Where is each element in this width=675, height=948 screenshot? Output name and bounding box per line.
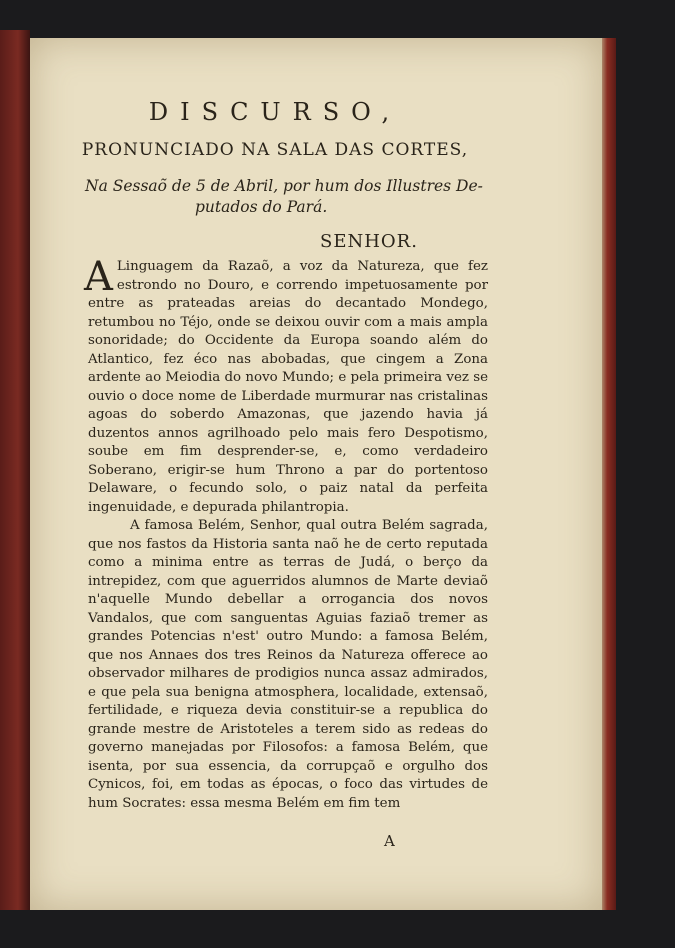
document-subtitle: PRONUNCIADO NA SALA DAS CORTES, [81, 140, 469, 160]
paragraph-1: ALinguagem da Razaõ, a voz da Natureza, que fez estrondo no Douro, e correndo impetuosamente por entre as prateadas areias do decantado Mondego, retumbou no Téjo, onde se deixou ouvir com a mais ampla sonoridade; do Occidente da Europa soando além do Atlantico, fez éco nas abobadas, que cingem a Zona ardente ao Meiodia do novo Mundo; e pela primeira vez se ouvio o doce nome de Liberdade murmurar nas cristalinas agoas do soberdo Amazonas, que jazendo havia já duzentos annos agrilhoado pelo mais fero Despotismo, soube em fim desprender-se, e, como verdadeiro Soberano, erigir-se hum Throno a par do portentoso Delaware, o fecundo solo, o paiz natal da perfeita ingenuidade, e depurada philantropia. [84, 254, 488, 515]
session-note-line-1: Na Sessaõ de 5 de Abril, por hum dos Illustres De- [85, 177, 483, 195]
book-cover-edge-right [600, 38, 616, 910]
body-text [84, 254, 488, 813]
salutation: SENHOR. [320, 231, 418, 252]
session-note [85, 176, 490, 218]
catchword: A [384, 832, 395, 850]
session-note-line-2: putados do Pará. [195, 198, 328, 216]
document-title: DISCURSO, [148, 98, 402, 126]
paragraph-2: A famosa Belém, Senhor, qual outra Belém sagrada, que nos fastos da Historia santa naõ he de certo reputada como a minima entre as terras de Judá, o berço da intrepidez, com que aguerridos alumnos de Marte deviaõ n'aquelle Mundo debellar a orrogancia dos novos Vandalos, que com sanguentas Aguias faziaõ tremer as grandes Potencias n'est' outro Mundo: a famosa Belém, que nos Annaes dos tres Reinos da Natureza offerece ao observador milhares de prodigios nunca assaz admirados, e que pela sua benigna atmosphera, localidade, extensaõ, fertilidade, e riqueza devia constituir-se a republica do grande mestre de Aristoteles a terem sido as redeas do governo manejadas por Filosofos: a famosa Belém, que isenta, por sua essencia, da corrupçaõ e orgulho dos Cynicos, foi, em todas as épocas, o foco das virtudes de hum Socrates: essa mesma Belém em fim tem [88, 518, 488, 811]
book-cover-edge-left [0, 30, 30, 910]
